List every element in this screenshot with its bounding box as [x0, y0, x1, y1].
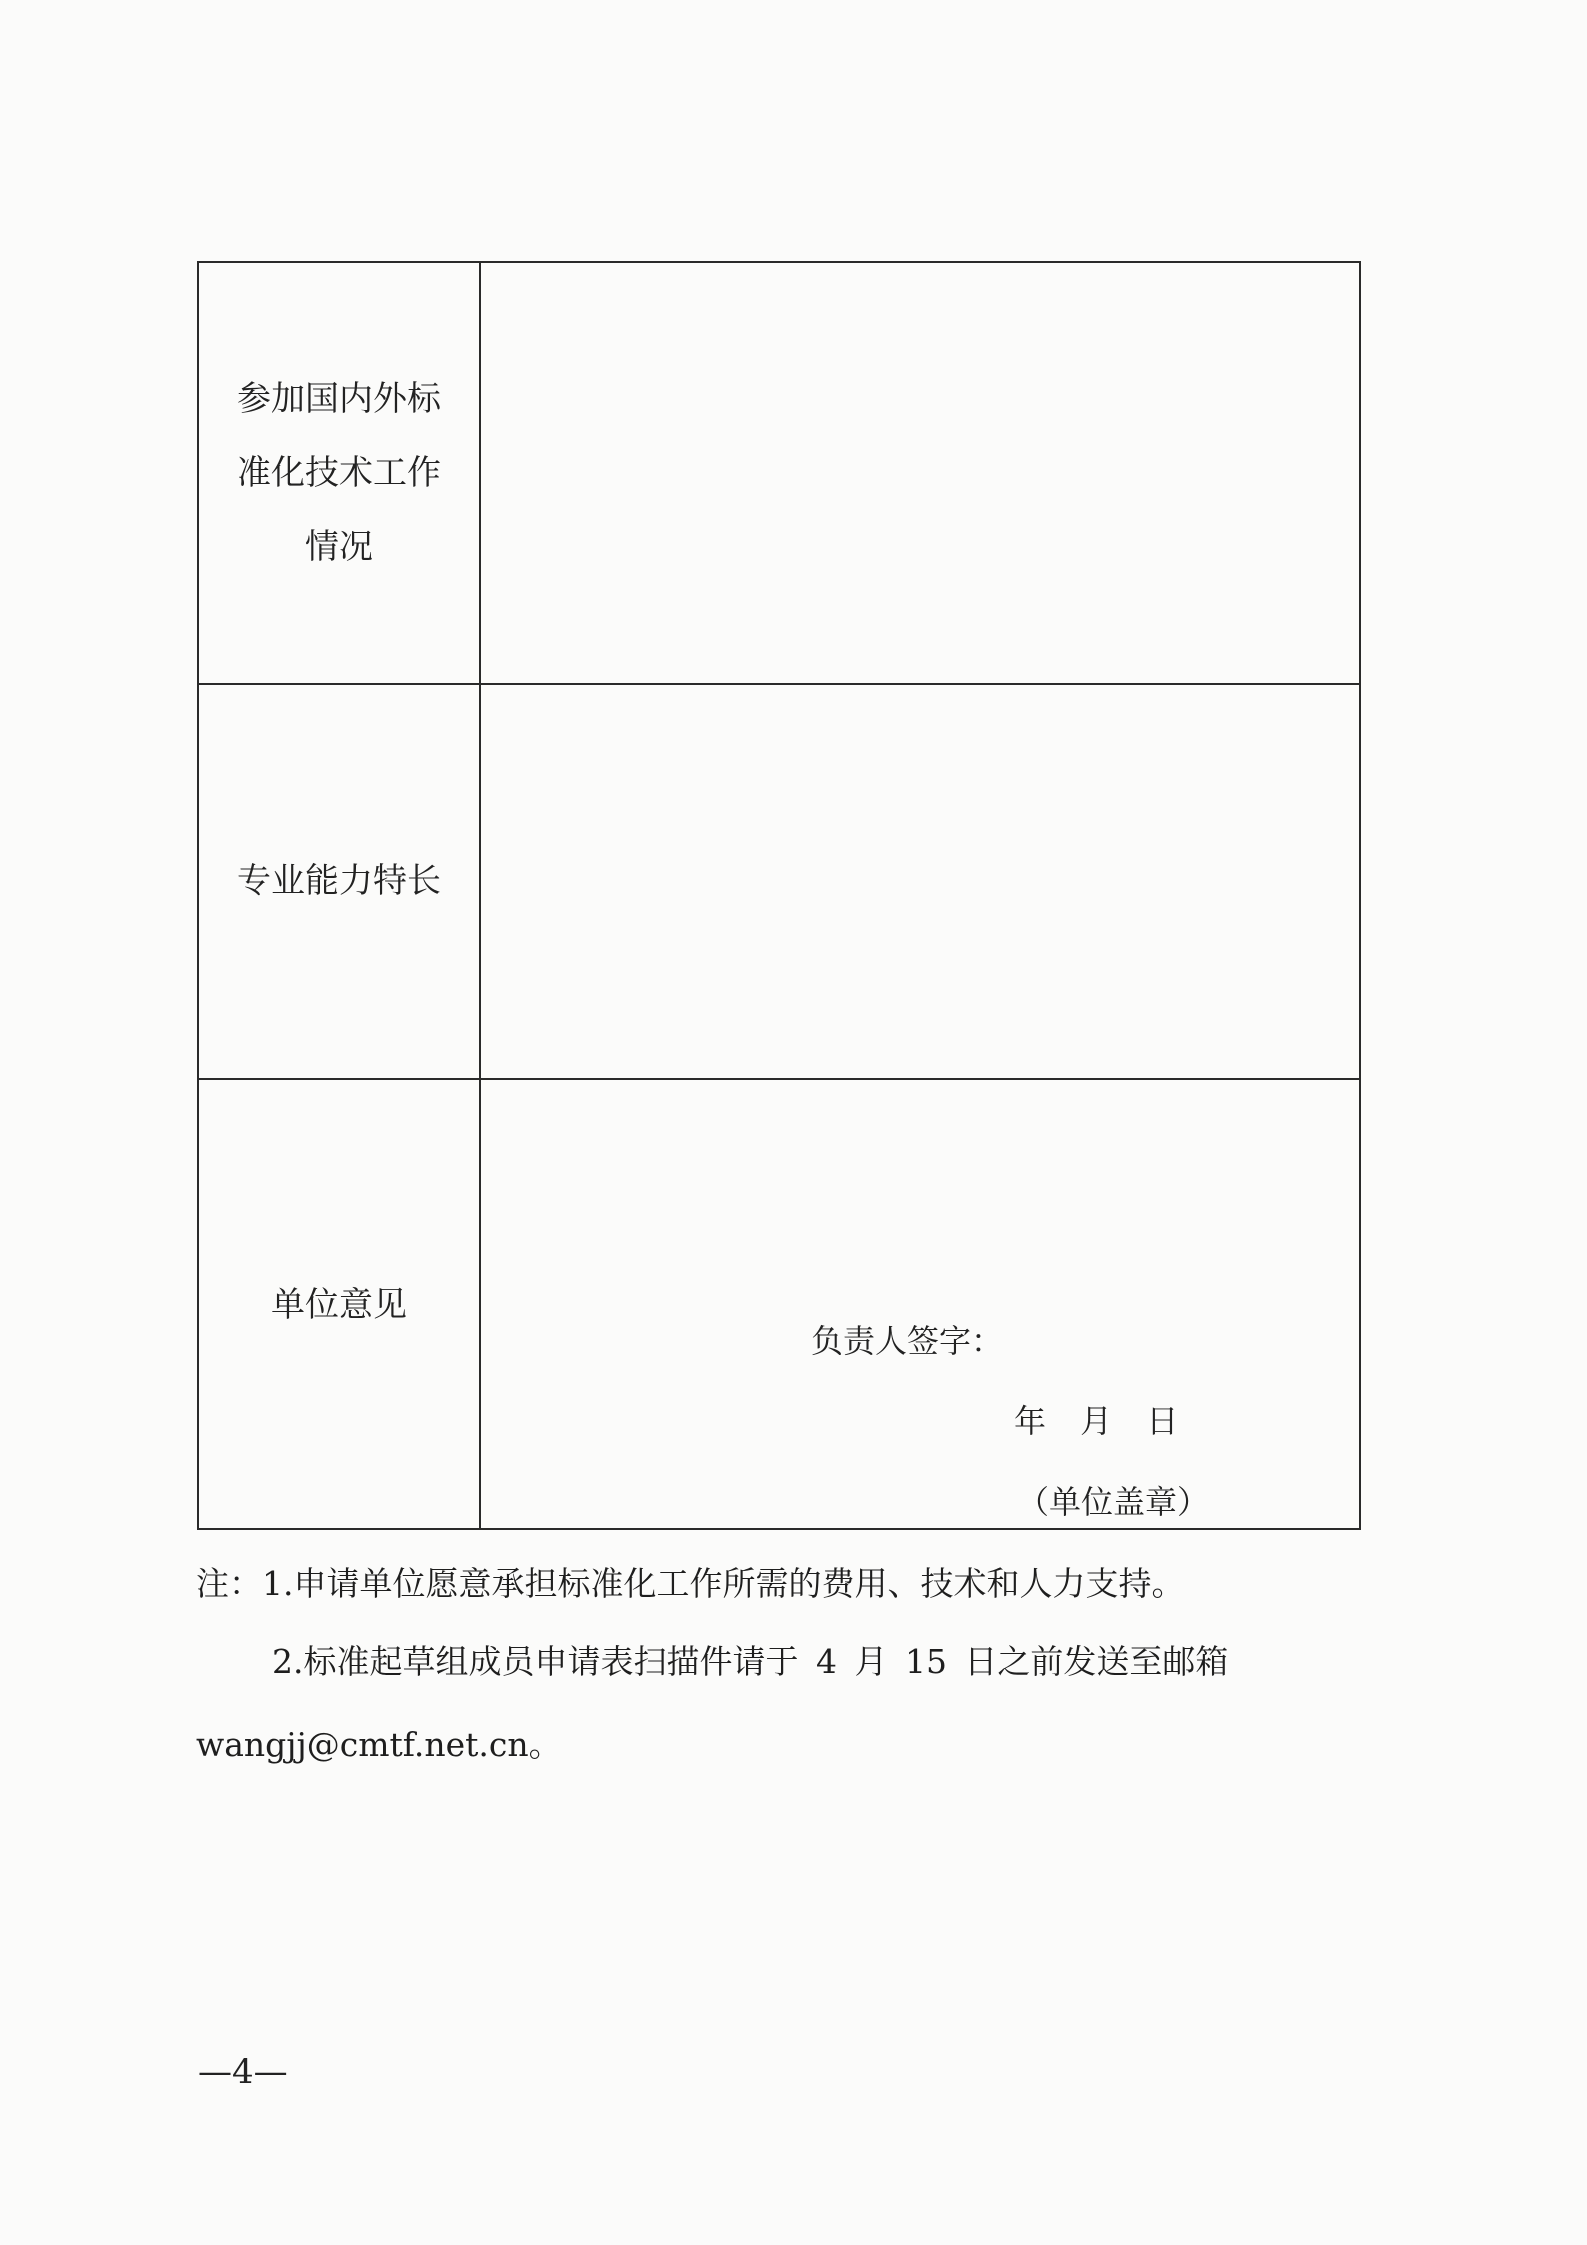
seal-label: （单位盖章）	[1017, 1483, 1210, 1521]
row-label-standardization-work	[199, 263, 479, 683]
row-label-professional-expertise	[199, 683, 479, 1078]
page-number: —4—	[198, 2052, 288, 2092]
note-line-1: 注：1.申请单位愿意承担标准化工作所需的费用、技术和人力支持。	[196, 1564, 1185, 1603]
row-label-text: 单位意见	[271, 1285, 407, 1325]
row-label-text: 专业能力特长	[237, 860, 441, 901]
application-form-table	[197, 261, 1361, 1530]
note-email: wangjj@cmtf.net.cn。	[196, 1725, 562, 1764]
row-label-unit-opinion	[199, 1078, 479, 1532]
column-divider	[479, 263, 481, 1528]
signature-label: 负责人签字：	[811, 1322, 1004, 1360]
note-line-2: 2.标准起草组成员申请表扫描件请于 4 月 15 日之前发送至邮箱	[272, 1642, 1229, 1681]
row-label-text: 参加国内外标准化技术工作情况	[237, 379, 441, 567]
date-line: 年 月 日	[1014, 1402, 1179, 1440]
